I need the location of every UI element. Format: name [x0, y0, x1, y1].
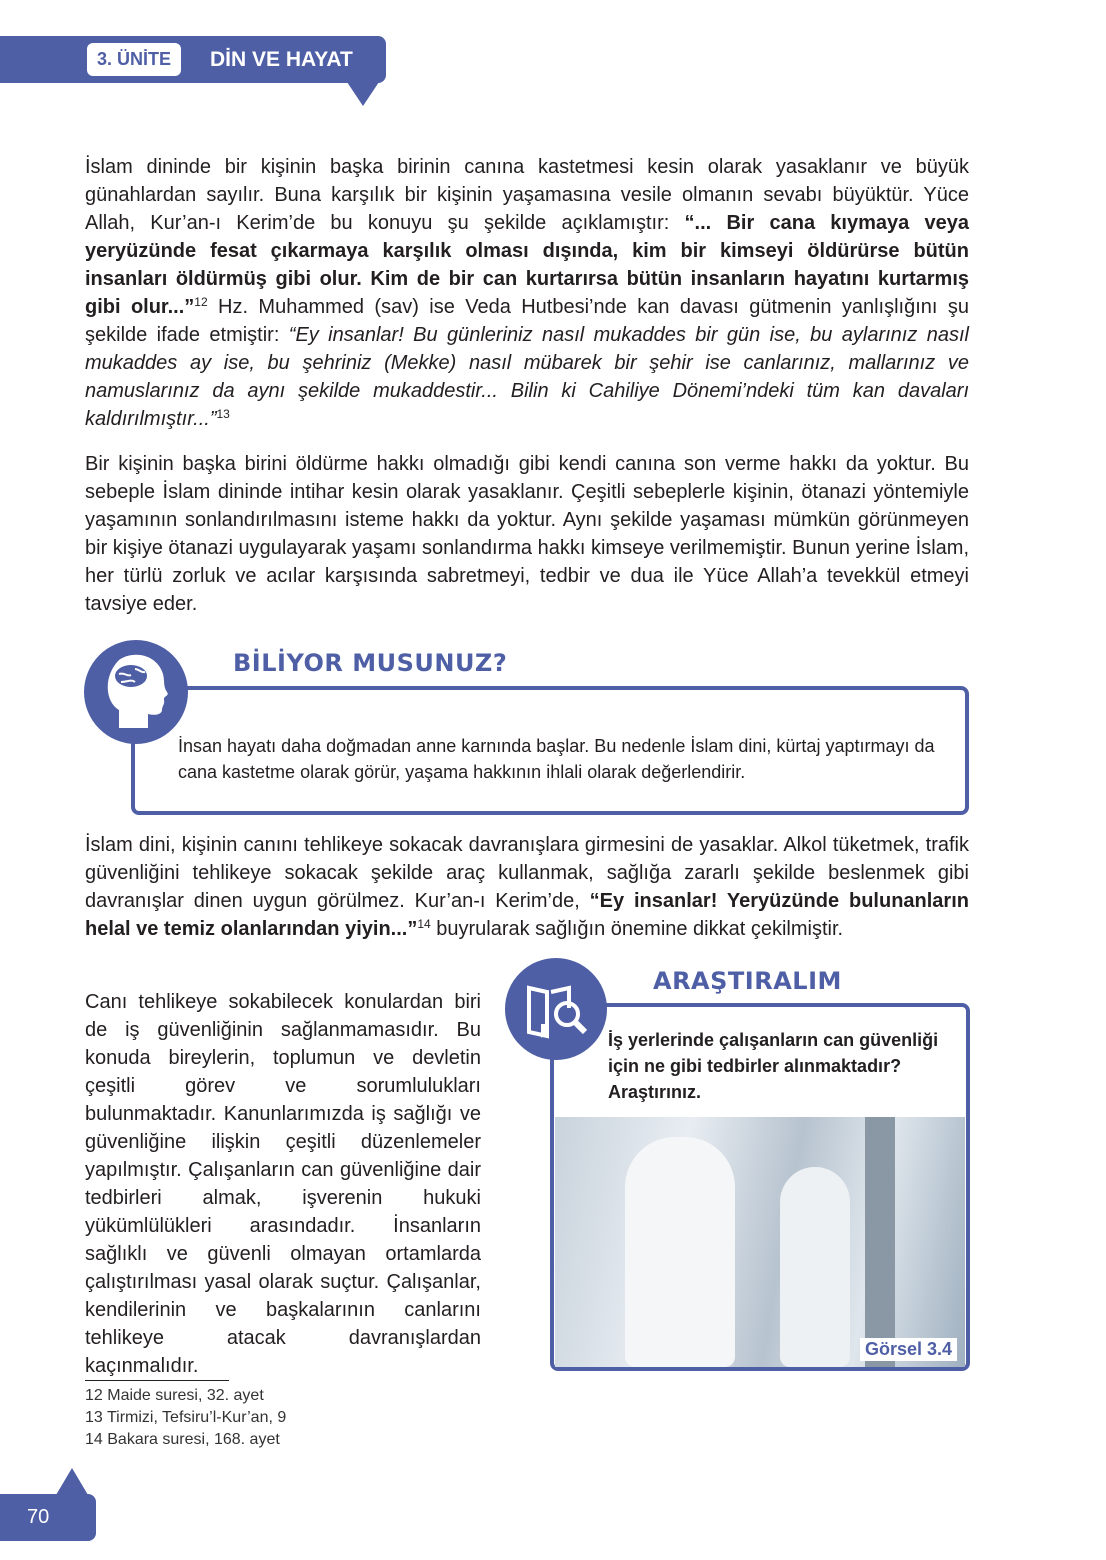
quote-verse: “Ey insanlar! Yeryüzünde bulunanların helal ve temiz olanlarından yiyin...” [85, 890, 969, 940]
book-search-icon [505, 958, 607, 1060]
footnote-ref: 13 [216, 407, 230, 421]
brain-head-icon [84, 640, 188, 744]
footnote: 12 Maide suresi, 32. ayet [85, 1387, 264, 1404]
equipment [865, 1117, 895, 1367]
text: Hz. Muhammed (sav) ise Veda Hutbesi’nde kan davası gütmenin yanlışlığını şu şekilde ifade etmiştir: [85, 296, 969, 346]
paragraph-4: Canı tehlikeye sokabilecek konulardan biri de iş güvenliğinin sağlanmamasıdır. Bu konuda bireylerin, toplumun ve devletin çeşitli görev ve sorumlulukları bulunmaktadır. Kanunlarımızda iş sağlığı ve güvenliğine ilişkin çeşitli düzenlemeler yapılmıştır. Çalışanların can güvenliğine dair tedbirleri almak, işverenin hukuki yükümlülükleri arasındadır. İnsanların sağlıklı ve güvenli olmayan ortamlarda çalıştırılması yasal olarak suçtur. Çalışanlar, kendilerinin ve başkalarının canlarını tehlikeye atacak davranışlardan kaçınmalıdır. [85, 991, 481, 1377]
paragraph-2: Bir kişinin başka birini öldürme hakkı olmadığı gibi kendi canına son verme hakkı da yoktur. Bu sebeple İslam dininde intihar kesin olarak yasaklanır. Çeşitli sebeplerle kişinin, ötanazi yöntemiyle yaşamının sonlandırılmasını isteme hakkı da yoktur. Aynı şekilde yaşaması mümkün görünmeyen bir kişiye ötanazi uygulayarak yaşamı sonlandırma hakkı kimseye verilmemiştir. Bunun yerine İslam, her türlü zorluk ve acılar karşısında sabretmeyi, tedbir ve dua ile Yüce Allah’a tevekkül etmeyi tavsiye eder. [85, 453, 969, 615]
footnote-ref: 14 [417, 917, 431, 931]
lab-workers-photo [555, 1117, 965, 1367]
footnote-ref: 12 [194, 295, 208, 309]
worker-figure [780, 1167, 850, 1367]
info-text: İnsan hayatı daha doğmadan anne karnında başlar. Bu nedenle İslam dini, kürtaj yaptırmayı da cana kastetme olarak görür, yaşama hakkının ihlali olarak değerlendirir. [178, 736, 935, 782]
footnote: 14 Bakara suresi, 168. ayet [85, 1431, 280, 1448]
paragraph-3 [85, 831, 969, 943]
quote-verse: “... Bir cana kıymaya veya yeryüzünde fesat çıkarmaya karşılık olması dışında, kim bir kimseyi öldürürse bütün insanları öldürmüş gibi olur. Kim de bir can kurtarırsa bütün insanların hayatını kurtarmış gibi olur...” [85, 212, 969, 318]
footnote-divider [85, 1380, 229, 1381]
research-question: İş yerlerinde çalışanların can güvenliği için ne gibi tedbirler alınmaktadır? Araştırınız. [608, 1030, 939, 1102]
text: İslam dini, kişinin canını tehlikeye sokacak davranışlara girmesini de yasaklar. Alkol tüketmek, trafik güvenliğini tehlikeye sokacak şekilde araç kullanmak, sağlığa zararlı şekilde beslenmek gibi davranışlar dinen uygun görülmez. Kur’an-ı Kerim’de, [85, 834, 969, 912]
paragraph-1 [85, 153, 969, 433]
worker-figure [625, 1137, 735, 1367]
footnotes [85, 1385, 286, 1451]
page-tab-tail [56, 1468, 88, 1495]
header-tail [347, 82, 379, 106]
text: buyrularak sağlığın önemine dikkat çekilmiştir. [430, 918, 844, 940]
box-title: BİLİYOR MUSUNUZ? [233, 649, 508, 677]
page-number: 70 [0, 1494, 96, 1541]
quote-hadith: “Ey insanlar! Bu günleriniz nasıl mukaddes bir gün ise, bu aylarınız nasıl mukaddes ay ise, bu şehriniz (Mekke) nasıl mübarek bir şehir ise canlarınız, mallarınız ve namuslarınız da aynı şekilde mukaddestir... Bilin ki Cahiliye Dönemi’ndeki tüm kan davaları kaldırılmıştır...” [85, 324, 969, 430]
photo-caption: Görsel 3.4 [860, 1338, 957, 1361]
box-title: ARAŞTIRALIM [653, 967, 842, 995]
text: İslam dininde bir kişinin başka birinin canına kastetmesi kesin olarak yasaklanır ve büyük günahlardan sayılır. Buna karşılık bir kişinin yaşamasına vesile olmanın sevabı büyüktür. Yüce Allah, Kur’an-ı Kerim’de bu konuyu şu şekilde açıklamıştır: [85, 156, 969, 234]
unit-title: DİN VE HAYAT [210, 48, 353, 71]
unit-badge: 3. ÜNİTE [87, 43, 181, 76]
footnote: 13 Tirmizi, Tefsiru’l-Kur’an, 9 [85, 1409, 287, 1426]
